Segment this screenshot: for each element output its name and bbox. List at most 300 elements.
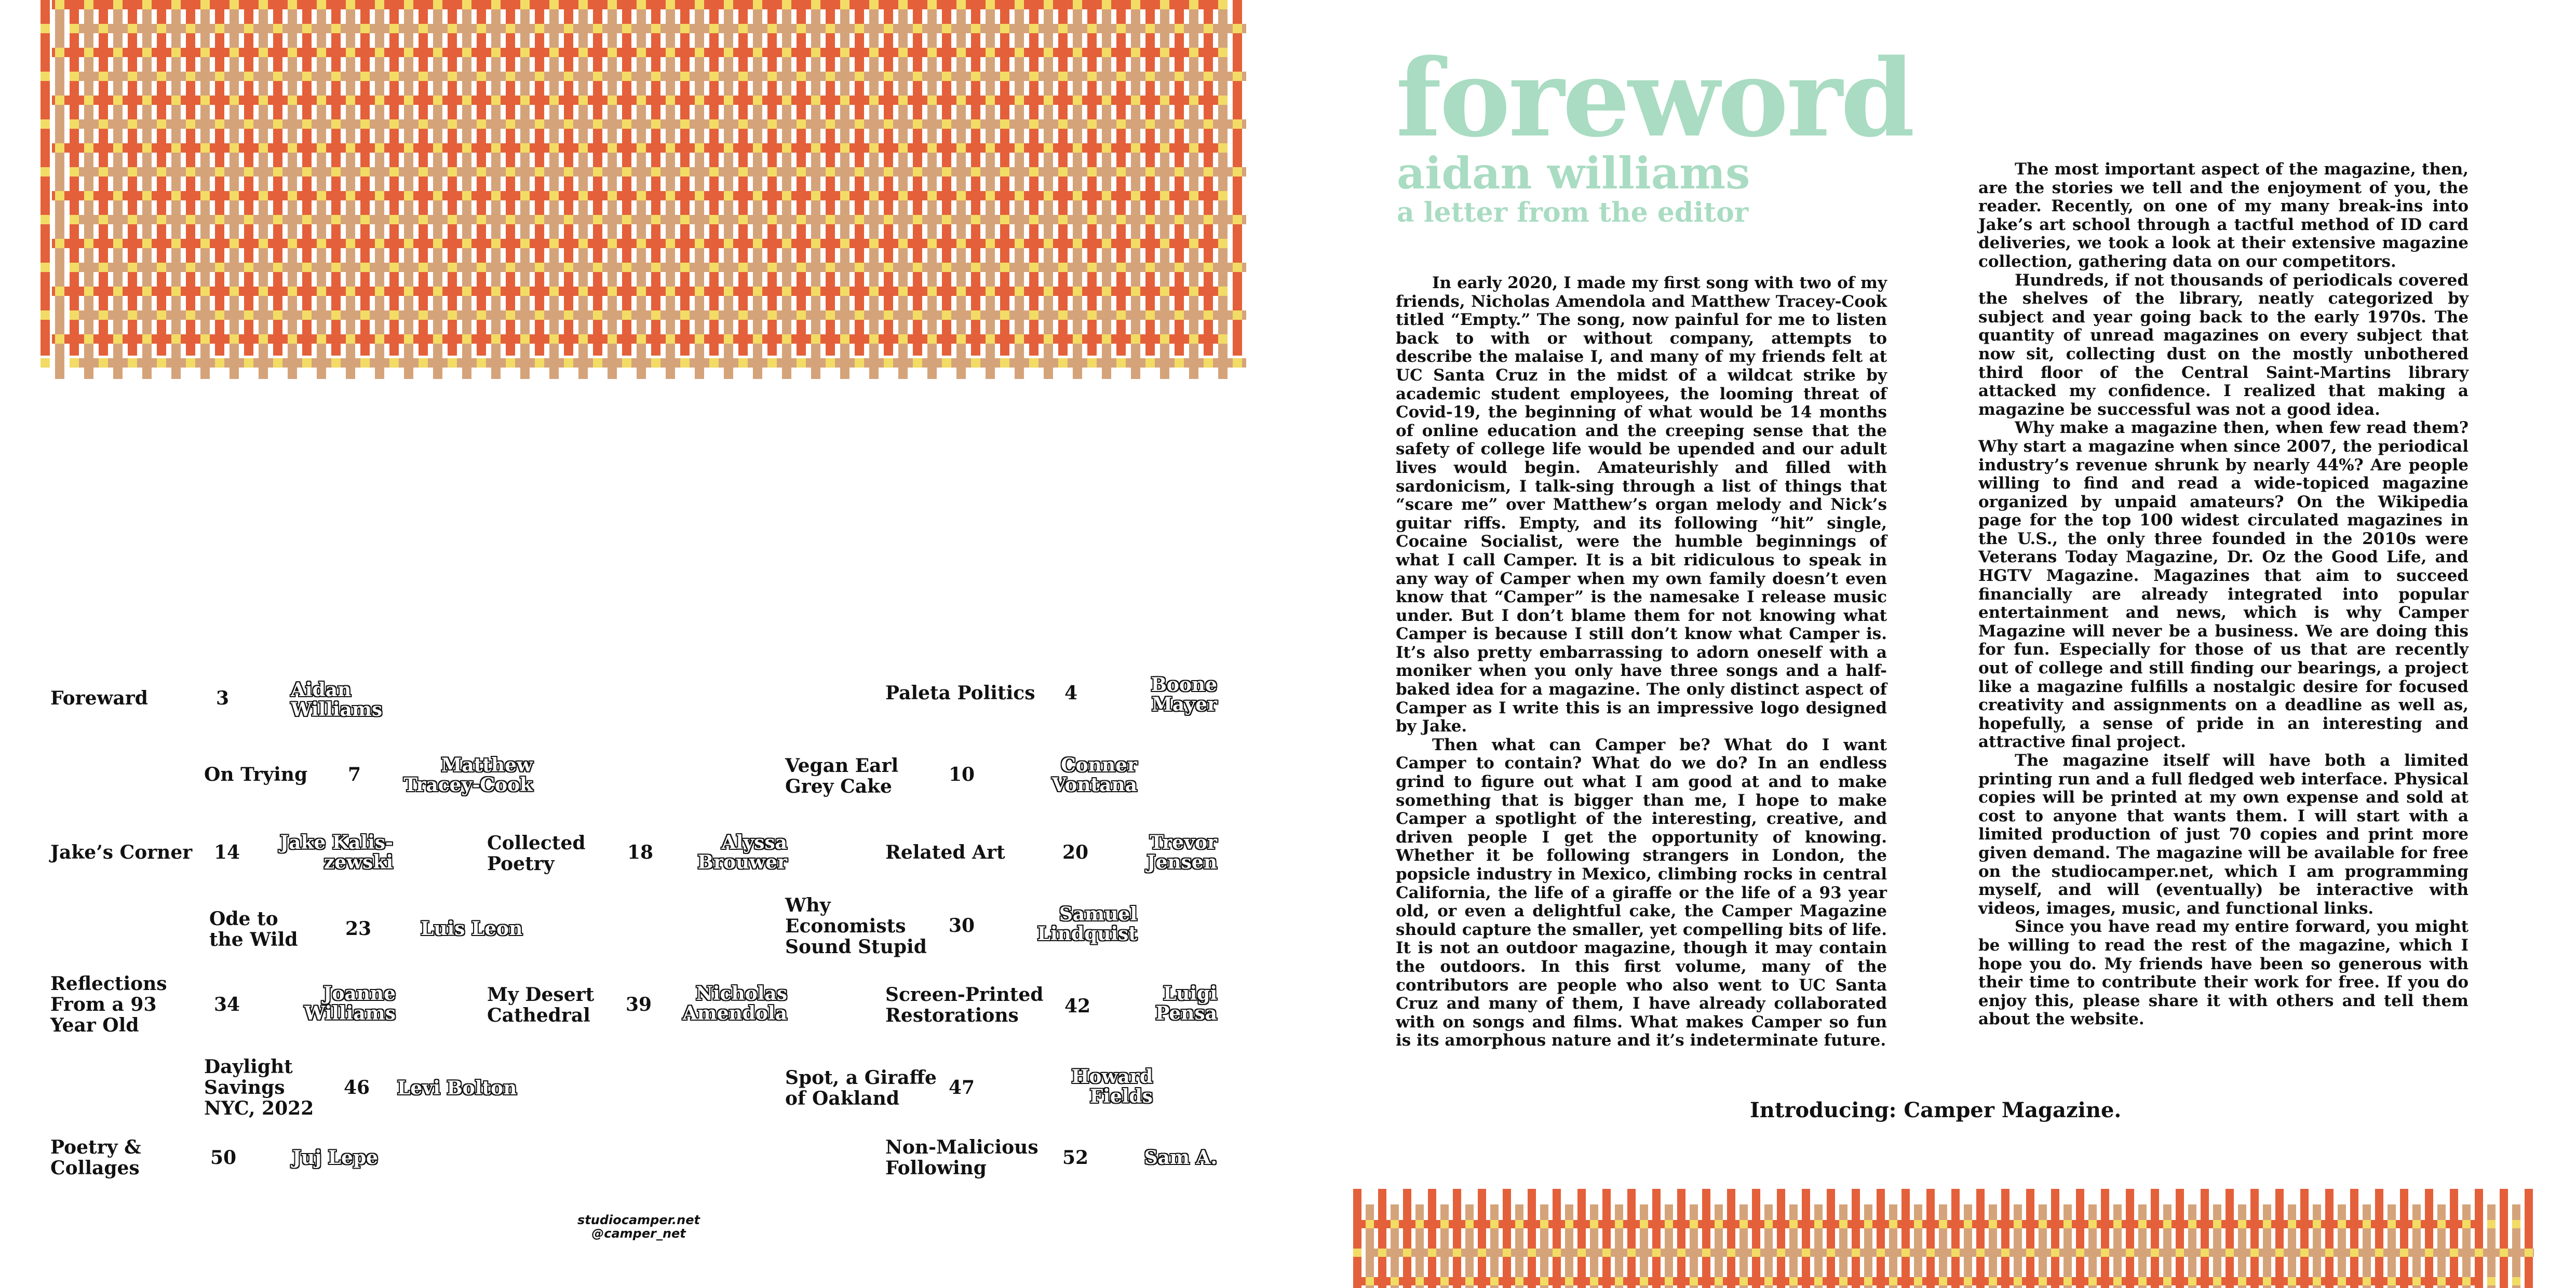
grid-intersection (84, 48, 93, 57)
grid-intersection (1877, 1249, 1885, 1257)
grid-intersection (2388, 1220, 2396, 1228)
grid-line-vertical (2051, 1189, 2059, 1288)
grid-intersection (1204, 215, 1213, 224)
grid-intersection (709, 167, 719, 177)
grid-intersection (535, 119, 544, 129)
grid-intersection (927, 334, 937, 344)
toc-title-vegan-earl-grey-cake[interactable]: Vegan Earl Grey Cake (785, 755, 899, 797)
toc-title-paleta-politics[interactable]: Paleta Politics (885, 682, 1035, 704)
grid-line-vertical (157, 0, 166, 356)
grid-intersection (767, 24, 777, 33)
toc-title-ode-to-the-wild[interactable]: Ode to the Wild (209, 908, 298, 951)
grid-intersection (84, 143, 93, 153)
grid-intersection (666, 239, 675, 248)
grid-line-vertical (767, 0, 777, 356)
grid-intersection (1715, 1277, 1723, 1285)
grid-intersection (288, 287, 297, 296)
grid-intersection (419, 358, 428, 368)
grid-intersection (1073, 287, 1082, 296)
grid-intersection (797, 119, 806, 129)
grid-intersection (927, 239, 937, 248)
grid-intersection (99, 24, 108, 33)
grid-intersection (433, 239, 442, 248)
grid-intersection (244, 263, 253, 272)
grid-intersection (288, 239, 297, 248)
grid-intersection (157, 263, 166, 272)
grid-intersection (360, 358, 370, 368)
grid-intersection (840, 191, 849, 200)
grid-line-vertical (2113, 1204, 2122, 1288)
grid-intersection (1939, 1220, 1947, 1228)
grid-intersection (1000, 24, 1009, 33)
grid-line-vertical (1951, 1189, 1960, 1288)
grid-intersection (215, 119, 224, 129)
grid-intersection (41, 119, 50, 129)
grid-intersection (549, 143, 559, 153)
grid-line-vertical (1914, 1204, 1922, 1288)
grid-line-vertical (99, 0, 108, 356)
grid-line-vertical (2151, 1189, 2159, 1288)
grid-intersection (2437, 1277, 2446, 1285)
grid-line-vertical (2088, 1204, 2097, 1288)
grid-intersection (884, 215, 893, 224)
grid-intersection (389, 119, 399, 129)
grid-intersection (2113, 1277, 2122, 1285)
grid-intersection (1087, 358, 1097, 368)
grid-intersection (1378, 1249, 1386, 1257)
grid-intersection (259, 96, 268, 105)
toc-title-screen-printed-restorations[interactable]: Screen-Printed Restorations (885, 984, 1044, 1026)
grid-line-vertical (971, 0, 980, 356)
grid-intersection (942, 24, 951, 33)
grid-intersection (375, 191, 384, 200)
grid-intersection (535, 72, 544, 81)
grid-intersection (404, 48, 413, 57)
grid-intersection (782, 239, 791, 248)
grid-intersection (637, 48, 646, 57)
grid-intersection (1901, 1249, 1910, 1257)
toc-title-spot-a-giraffe-of-oakland[interactable]: Spot, a Giraffe of Oakland (785, 1067, 937, 1109)
grid-intersection (1087, 24, 1097, 33)
grid-intersection (433, 96, 442, 105)
grid-intersection (651, 167, 660, 177)
grid-intersection (288, 334, 297, 344)
grid-intersection (1044, 287, 1053, 296)
grid-intersection (767, 215, 777, 224)
grid-line-vertical (564, 0, 573, 356)
grid-intersection (956, 48, 966, 57)
grid-line-vertical (2525, 1189, 2533, 1288)
grid-intersection (971, 72, 980, 81)
grid-intersection (1727, 1249, 1735, 1257)
grid-line-vertical (1428, 1189, 1436, 1288)
grid-intersection (2388, 1277, 2396, 1285)
grid-intersection (433, 287, 442, 296)
grid-intersection (171, 96, 181, 105)
grid-intersection (1087, 72, 1097, 81)
grid-intersection (1175, 24, 1184, 33)
grid-intersection (1102, 191, 1111, 200)
toc-title-non-malicious-following[interactable]: Non-Malicious Following (885, 1136, 1039, 1179)
grid-intersection (1116, 72, 1126, 81)
grid-intersection (622, 119, 631, 129)
article-headline: foreword (1396, 36, 1913, 161)
grid-intersection (1415, 1220, 1424, 1228)
grid-line-vertical (1752, 1189, 1760, 1288)
grid-intersection (826, 24, 835, 33)
grid-intersection (157, 72, 166, 81)
grid-intersection (709, 310, 719, 320)
toc-title-reflections-from-a-93-year-old[interactable]: Reflections From a 93 Year Old (50, 973, 167, 1036)
grid-intersection (404, 0, 413, 9)
grid-intersection (986, 334, 995, 344)
grid-intersection (1000, 310, 1009, 320)
grid-intersection (273, 72, 282, 81)
grid-intersection (840, 239, 849, 248)
grid-intersection (302, 167, 312, 177)
grid-intersection (1029, 215, 1039, 224)
grid-intersection (186, 358, 195, 368)
grid-line-vertical (331, 0, 341, 356)
grid-intersection (1204, 167, 1213, 177)
grid-intersection (259, 48, 268, 57)
grid-intersection (84, 191, 93, 200)
grid-line-vertical (1478, 1189, 1486, 1288)
grid-intersection (171, 191, 181, 200)
grid-intersection (1204, 24, 1213, 33)
grid-intersection (811, 334, 820, 344)
grid-intersection (1204, 358, 1213, 368)
grid-intersection (797, 167, 806, 177)
grid-intersection (855, 167, 864, 177)
grid-intersection (695, 191, 704, 200)
grid-line-vertical (1877, 1189, 1885, 1288)
grid-intersection (259, 334, 268, 344)
grid-line-vertical (1852, 1189, 1860, 1288)
grid-line-vertical (1577, 1189, 1586, 1288)
toc-page-number: 47 (949, 1077, 975, 1099)
grid-line-vertical (709, 0, 719, 356)
grid-intersection (41, 310, 50, 320)
grid-intersection (171, 0, 181, 9)
grid-intersection (811, 239, 820, 248)
grid-intersection (622, 310, 631, 320)
grid-intersection (898, 287, 908, 296)
grid-intersection (2500, 1249, 2508, 1257)
grid-intersection (578, 0, 588, 9)
toc-page-number: 10 (949, 764, 975, 785)
grid-intersection (186, 263, 195, 272)
grid-intersection (2051, 1249, 2059, 1257)
grid-intersection (1015, 48, 1024, 57)
grid-intersection (360, 119, 370, 129)
grid-intersection (898, 48, 908, 57)
grid-intersection (1428, 1249, 1436, 1257)
grid-intersection (986, 191, 995, 200)
grid-intersection (506, 310, 515, 320)
grid-intersection (1044, 239, 1053, 248)
toc-page-number: 30 (949, 915, 975, 937)
grid-intersection (1029, 310, 1039, 320)
grid-intersection (273, 310, 282, 320)
grid-intersection (869, 0, 879, 9)
grid-intersection (2064, 1220, 2072, 1228)
grid-intersection (1116, 358, 1126, 368)
grid-line-vertical (2014, 1204, 2022, 1288)
toc-author: Howard Fields (1071, 1066, 1153, 1107)
grid-intersection (55, 239, 64, 248)
grid-intersection (811, 48, 820, 57)
grid-intersection (113, 0, 123, 9)
grid-intersection (448, 119, 457, 129)
grid-intersection (637, 0, 646, 9)
grid-intersection (375, 239, 384, 248)
grid-line-vertical (1058, 0, 1068, 356)
grid-line-vertical (2450, 1189, 2458, 1288)
grid-intersection (956, 334, 966, 344)
grid-intersection (695, 334, 704, 344)
toc-page-number: 52 (1062, 1147, 1089, 1169)
grid-intersection (2014, 1277, 2022, 1285)
grid-intersection (666, 96, 675, 105)
grid-intersection (1102, 143, 1111, 153)
grid-intersection (506, 72, 515, 81)
grid-intersection (1453, 1249, 1461, 1257)
grid-intersection (404, 334, 413, 344)
grid-intersection (360, 72, 370, 81)
grid-line-vertical (1627, 1189, 1636, 1288)
grid-line-vertical (2163, 1204, 2172, 1288)
grid-intersection (956, 143, 966, 153)
grid-intersection (549, 96, 559, 105)
grid-intersection (1515, 1277, 1523, 1285)
grid-line-vertical (1964, 1204, 1972, 1288)
grid-intersection (2512, 1220, 2520, 1228)
grid-line-vertical (2101, 1189, 2109, 1288)
grid-intersection (942, 358, 951, 368)
grid-intersection (1665, 1220, 1673, 1228)
grid-intersection (884, 167, 893, 177)
grid-line-vertical (1175, 0, 1184, 356)
grid-intersection (1160, 191, 1169, 200)
grid-intersection (171, 287, 181, 296)
grid-line-vertical (2338, 1204, 2346, 1288)
grid-line-vertical (477, 0, 486, 356)
grid-intersection (230, 287, 239, 296)
grid-intersection (869, 48, 879, 57)
toc-author: Joanne Williams (304, 983, 396, 1024)
grid-intersection (302, 119, 312, 129)
grid-intersection (157, 24, 166, 33)
grid-intersection (346, 0, 355, 9)
grid-intersection (142, 96, 152, 105)
grid-intersection (753, 287, 762, 296)
grid-intersection (1131, 0, 1140, 9)
grid-line-vertical (1590, 1204, 1598, 1288)
grid-line-vertical (2475, 1189, 2483, 1288)
grid-intersection (1087, 119, 1097, 129)
grid-intersection (2188, 1220, 2196, 1228)
toc-page-number: 34 (214, 994, 240, 1015)
grid-intersection (1116, 24, 1126, 33)
grid-intersection (680, 263, 690, 272)
grid-line-vertical (797, 0, 806, 356)
grid-line-vertical (1789, 1204, 1798, 1288)
grid-intersection (346, 334, 355, 344)
grid-intersection (1000, 167, 1009, 177)
grid-intersection (244, 358, 253, 368)
grid-intersection (724, 287, 733, 296)
grid-intersection (1690, 1277, 1698, 1285)
grid-intersection (331, 358, 341, 368)
grid-intersection (41, 215, 50, 224)
grid-intersection (346, 239, 355, 248)
grid-intersection (215, 215, 224, 224)
grid-line-vertical (2512, 1204, 2520, 1288)
grid-intersection (506, 215, 515, 224)
grid-line-vertical (2412, 1204, 2421, 1288)
grid-intersection (1233, 119, 1242, 129)
grid-intersection (1000, 263, 1009, 272)
grid-intersection (230, 143, 239, 153)
toc-title-collected-poetry[interactable]: Collected Poetry (487, 832, 586, 875)
grid-intersection (448, 358, 457, 368)
grid-intersection (724, 239, 733, 248)
grid-intersection (622, 263, 631, 272)
grid-line-vertical (1652, 1189, 1661, 1288)
grid-intersection (564, 24, 573, 33)
grid-intersection (782, 0, 791, 9)
footer-social-handle[interactable]: @camper_net (591, 1226, 686, 1241)
grid-intersection (811, 143, 820, 153)
grid-intersection (913, 72, 922, 81)
toc-title-foreward[interactable]: Foreward (50, 687, 148, 709)
grid-intersection (288, 96, 297, 105)
toc-title-daylight-savings-nyc-2022[interactable]: Daylight Savings NYC, 2022 (204, 1056, 314, 1119)
article-paragraph: Since you have read my entire forward, you might be willing to read the rest of the magazine, which I hope you do. My friends have been so generous with their time to contribute their work for free. If you do enjoy this, please share it with others and tell them about the website. (1978, 917, 2469, 1029)
grid-intersection (142, 239, 152, 248)
grid-intersection (1490, 1277, 1499, 1285)
toc-title-my-desert-cathedral[interactable]: My Desert Cathedral (487, 984, 595, 1026)
grid-intersection (855, 119, 864, 129)
grid-intersection (564, 215, 573, 224)
grid-intersection (1102, 48, 1111, 57)
article-paragraph: In early 2020, I made my first song with two of my friends, Nicholas Amendola and Matthew Tracey-Cook titled “Empty.” The song, now painful for me to listen back to with or without company, attempts to describe the malaise I, and many of my friends felt at UC Santa Cruz in the midst of a wildcat strike by academic student employees, the looming threat of Covid-19, the beginning of what would be 14 months of online education and the creeping sense that the safety of college life would be upended and our adult lives would begin. Amateurishly and filled with sardonicism, I talk-sing through a list of things that “scare me” over Matthew’s organ melody and Nick’s guitar riffs. Empty, and its following “hit” single, Cocaine Socialist, were the humble beginnings of what I call Camper. It is a bit ridiculous to speak in any way of Camper when my own family doesn’t even know that “Camper” is the namesake I release music under. But I don’t blame them for not knowing what Camper is because I still don’t know what Camper is. It’s also pretty embarrassing to adorn oneself with a moniker when you only have three songs and a half-baked idea for a magazine. The only distinct aspect of Camper as I write this is an impressive logo designed by Jake. (1396, 274, 1887, 736)
grid-intersection (956, 239, 966, 248)
grid-intersection (404, 96, 413, 105)
grid-intersection (2039, 1220, 2047, 1228)
grid-intersection (70, 215, 79, 224)
toc-title-why-economists-sound-stupid[interactable]: Why Economists Sound Stupid (785, 894, 927, 958)
grid-line-vertical (2375, 1189, 2383, 1288)
grid-intersection (55, 287, 64, 296)
grid-line-vertical (884, 0, 893, 356)
grid-intersection (2375, 1249, 2383, 1257)
grid-intersection (578, 191, 588, 200)
grid-intersection (462, 0, 471, 9)
grid-intersection (360, 215, 370, 224)
grid-intersection (680, 358, 690, 368)
grid-intersection (1058, 358, 1068, 368)
grid-line-vertical (1490, 1204, 1499, 1288)
grid-intersection (1116, 215, 1126, 224)
grid-intersection (956, 191, 966, 200)
grid-intersection (753, 96, 762, 105)
toc-title-related-art[interactable]: Related Art (885, 842, 1005, 863)
grid-line-vertical (1665, 1204, 1673, 1288)
grid-intersection (491, 48, 501, 57)
grid-intersection (535, 263, 544, 272)
grid-intersection (927, 191, 937, 200)
grid-intersection (1627, 1249, 1636, 1257)
grid-intersection (55, 96, 64, 105)
grid-intersection (244, 167, 253, 177)
grid-intersection (1353, 1249, 1361, 1257)
grid-intersection (2176, 1249, 2184, 1257)
footer-website-link[interactable]: studiocamper.net (577, 1213, 700, 1227)
grid-intersection (782, 143, 791, 153)
grid-intersection (637, 191, 646, 200)
grid-intersection (1715, 1220, 1723, 1228)
grid-intersection (520, 48, 530, 57)
grid-intersection (840, 96, 849, 105)
grid-intersection (2487, 1277, 2496, 1285)
grid-intersection (317, 287, 326, 296)
grid-intersection (1989, 1277, 1997, 1285)
grid-intersection (142, 0, 152, 9)
grid-intersection (215, 263, 224, 272)
grid-intersection (2213, 1220, 2221, 1228)
grid-intersection (1640, 1220, 1648, 1228)
grid-intersection (811, 0, 820, 9)
grid-intersection (1160, 143, 1169, 153)
grid-line-vertical (2300, 1189, 2309, 1288)
grid-intersection (724, 48, 733, 57)
grid-intersection (1131, 191, 1140, 200)
grid-line-vertical (273, 0, 282, 356)
grid-line-vertical (1939, 1204, 1947, 1288)
grid-line-vertical (680, 0, 690, 356)
grid-intersection (477, 167, 486, 177)
grid-intersection (1131, 48, 1140, 57)
grid-line-vertical (1602, 1189, 1611, 1288)
grid-intersection (840, 143, 849, 153)
grid-intersection (564, 263, 573, 272)
toc-title-on-trying[interactable]: On Trying (204, 764, 308, 785)
grid-intersection (869, 334, 879, 344)
grid-intersection (1189, 96, 1198, 105)
toc-page-number: 4 (1064, 682, 1078, 704)
toc-title-jakes-corner[interactable]: Jake’s Corner (50, 842, 193, 863)
grid-intersection (549, 287, 559, 296)
grid-intersection (55, 191, 64, 200)
grid-intersection (695, 48, 704, 57)
grid-intersection (651, 72, 660, 81)
grid-intersection (927, 143, 937, 153)
toc-title-poetry-and-collages[interactable]: Poetry & Collages (50, 1136, 141, 1179)
grid-intersection (2138, 1220, 2147, 1228)
grid-intersection (1540, 1220, 1548, 1228)
grid-intersection (1145, 263, 1155, 272)
grid-intersection (375, 96, 384, 105)
grid-intersection (2263, 1220, 2271, 1228)
grid-intersection (128, 167, 137, 177)
grid-intersection (869, 239, 879, 248)
grid-intersection (1073, 0, 1082, 9)
grid-intersection (2088, 1277, 2097, 1285)
grid-intersection (1218, 334, 1228, 344)
grid-line-vertical (506, 0, 515, 356)
